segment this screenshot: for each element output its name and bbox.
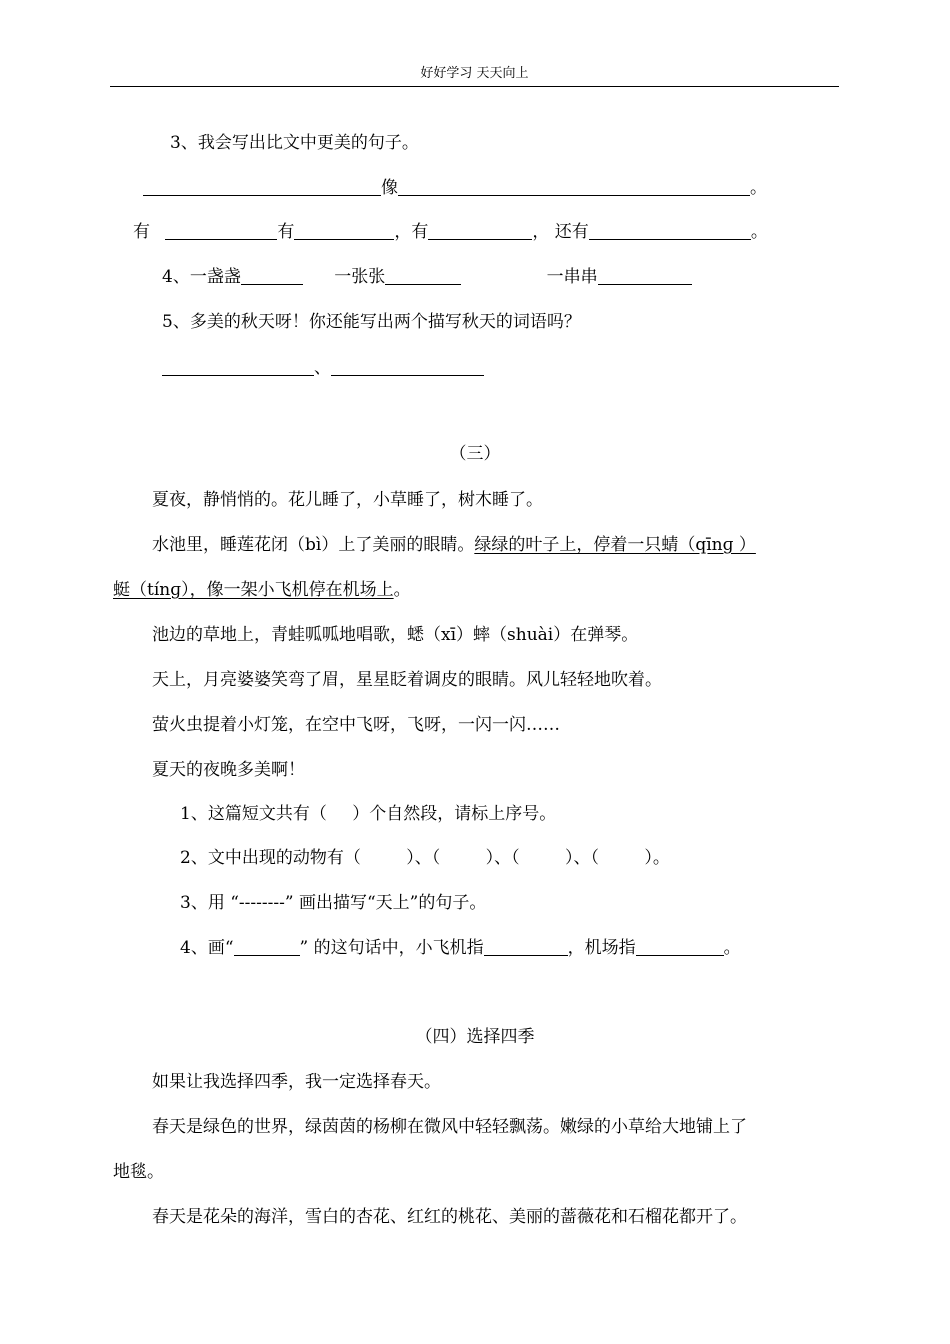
answer-blank[interactable] [385,266,461,285]
period: 。 [750,222,768,242]
word-you: ，有 [394,222,429,242]
q4-word-c: 一串串 [546,267,598,287]
question-3-line-1 [143,176,767,200]
underlined-sentence: 绿绿的叶子上，停着一只蜻（qīnɡ ） [474,535,756,555]
question-5: 5、多美的秋天呀！你还能写出两个描写秋天的词语吗？ [162,312,581,332]
paragraph-3: 池边的草地上，青蛙呱呱地唱歌，蟋（xī）蟀（shuài）在弹琴。 [152,625,639,645]
answer-blank[interactable] [398,177,750,196]
paragraph-2 [152,533,756,557]
section-3-question-4 [180,936,741,960]
page-header: 好好学习 天天向上 [110,62,839,87]
answer-blank[interactable] [165,221,277,240]
answer-blank[interactable] [636,937,724,956]
paragraph-2-continued [113,578,411,602]
answer-blank[interactable] [241,266,303,285]
section-4-paragraph-2: 春天是绿色的世界，绿茵茵的杨柳在微风中轻轻飘荡。嫩绿的小草给大地铺上了 [152,1117,747,1137]
question-3: 3、我会写出比文中更美的句子。 [170,133,419,153]
question-3-line-2 [133,220,768,244]
section-3-title: （三） [449,444,501,464]
question-4 [162,265,692,289]
section-4-paragraph-3: 春天是花朵的海洋，雪白的杏花、红红的桃花、美丽的蔷薇花和石榴花都开了。 [152,1207,747,1227]
underlined-sentence: 蜓（tínɡ），像一架小飞机停在机场上 [113,580,394,600]
q4-word-b: 一张张 [334,267,386,287]
q4-word-a: 4、一盏盏 [162,267,241,287]
word-you: 有 [277,222,295,242]
period: 。 [750,178,767,198]
word-haiyou: ， 还有 [532,222,589,242]
answer-blank[interactable] [598,266,692,285]
simile-word: 像 [381,178,398,198]
answer-blank[interactable] [484,937,568,956]
q4-text-a: 4、画“ [180,938,234,958]
section-3-question-2: 2、文中出现的动物有（ ）、（ ）、（ ）、（ ）。 [180,848,670,868]
section-4-paragraph-1: 如果让我选择四季，我一定选择春天。 [152,1072,441,1092]
paragraph-1: 夏夜，静悄悄的。花儿睡了，小草睡了，树木睡了。 [152,490,543,510]
underline-sample [234,937,300,956]
period: 。 [723,938,741,958]
section-4-paragraph-2-continued: 地毯。 [113,1162,164,1182]
question-5-answers [162,356,484,380]
answer-blank[interactable] [162,357,314,376]
paragraph-6: 夏天的夜晚多美啊！ [152,760,305,780]
answer-blank[interactable] [331,357,484,376]
section-3-question-1: 1、这篇短文共有（ ）个自然段，请标上序号。 [180,804,557,824]
answer-blank[interactable] [428,221,532,240]
paragraph-2-text: 水池里，睡莲花闭（bì）上了美丽的眼睛。 [152,535,475,555]
period: 。 [393,580,411,600]
paragraph-4: 天上，月亮婆婆笑弯了眉，星星眨着调皮的眼睛。风儿轻轻地吹着。 [152,670,662,690]
answer-blank[interactable] [294,221,394,240]
answer-blank[interactable] [143,177,381,196]
paragraph-5: 萤火虫提着小灯笼，在空中飞呀，飞呀，一闪一闪…… [152,715,560,735]
q4-text-c: ，机场指 [567,938,636,958]
answer-blank[interactable] [589,221,751,240]
section-3-question-3: 3、用 “--------” 画出描写“天上”的句子。 [180,893,487,913]
word-you: 有 [133,222,150,242]
q4-text-b: ” 的这句话中，小飞机指 [299,938,484,958]
section-4-title: （四）选择四季 [415,1027,535,1047]
separator: 、 [314,358,331,378]
